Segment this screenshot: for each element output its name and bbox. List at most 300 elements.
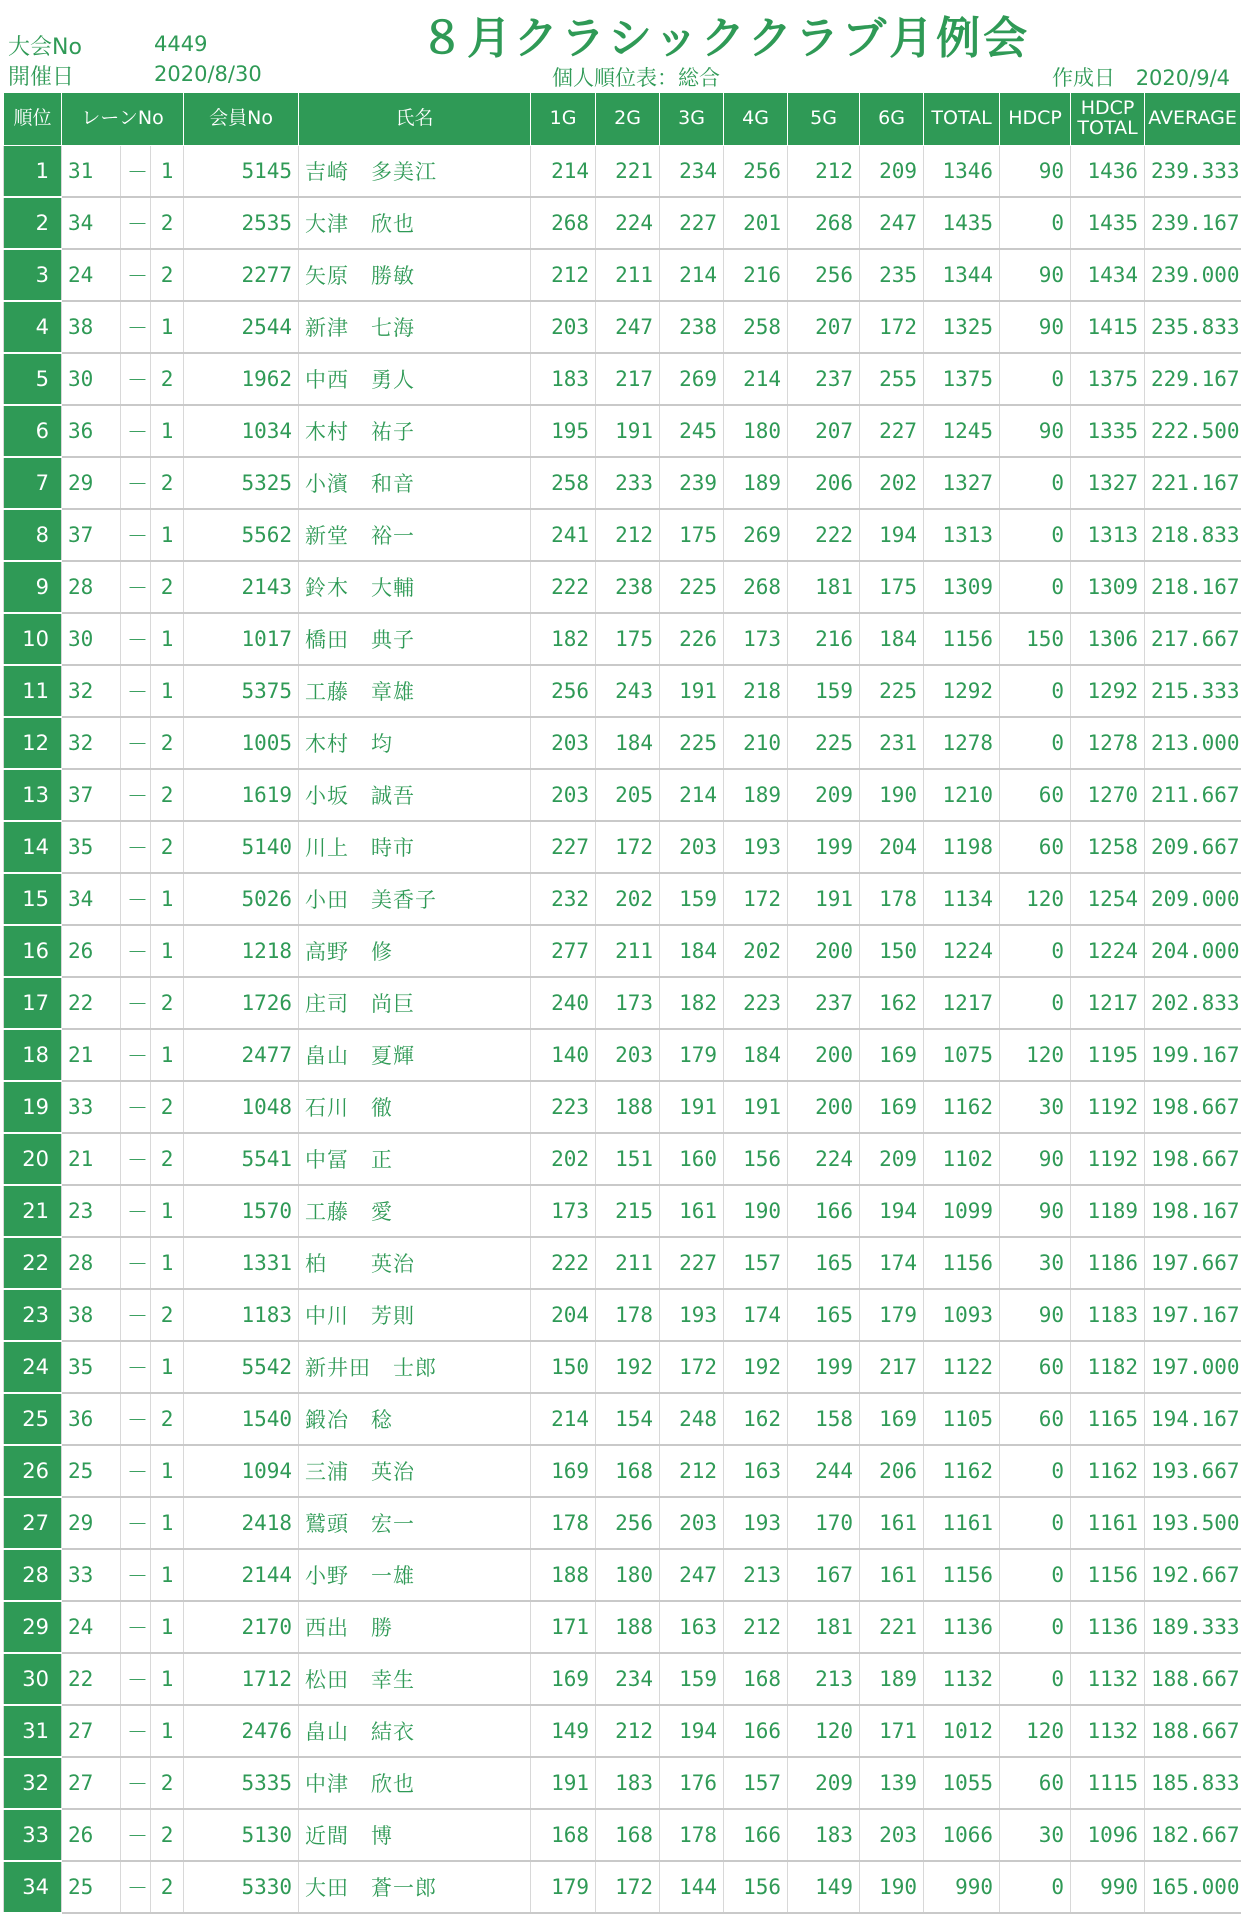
row-game-5: 237 xyxy=(788,977,860,1029)
row-game-4: 258 xyxy=(724,301,788,353)
row-member-no: 1726 xyxy=(184,977,299,1029)
row-game-5: 165 xyxy=(788,1289,860,1341)
row-game-2: 211 xyxy=(596,925,660,977)
row-lane: 32 xyxy=(62,665,121,717)
row-game-3: 184 xyxy=(660,925,724,977)
row-game-3: 160 xyxy=(660,1133,724,1185)
row-total: 1162 xyxy=(924,1081,1000,1133)
row-member-no: 1048 xyxy=(184,1081,299,1133)
col-g6: 6G xyxy=(860,93,924,146)
row-average: 198.167 xyxy=(1145,1185,1241,1237)
row-lane: 30 xyxy=(62,353,121,405)
table-row xyxy=(4,613,1241,665)
row-member-no: 5026 xyxy=(184,873,299,925)
row-hdcp-total: 1096 xyxy=(1071,1809,1145,1861)
row-game-4: 172 xyxy=(724,873,788,925)
row-lane-separator: － xyxy=(121,457,151,509)
row-game-1: 169 xyxy=(531,1653,596,1705)
row-member-no: 2418 xyxy=(184,1497,299,1549)
row-game-6: 184 xyxy=(860,613,924,665)
row-game-4: 214 xyxy=(724,353,788,405)
table-row xyxy=(4,665,1241,717)
row-game-1: 203 xyxy=(531,301,596,353)
table-row xyxy=(4,769,1241,821)
row-total: 1375 xyxy=(924,353,1000,405)
row-lane-box: 1 xyxy=(151,873,184,925)
row-lane-box: 1 xyxy=(151,1653,184,1705)
row-hdcp: 60 xyxy=(1000,1757,1071,1809)
row-average: 182.667 xyxy=(1145,1809,1241,1861)
row-hdcp: 0 xyxy=(1000,1549,1071,1601)
row-game-6: 175 xyxy=(860,561,924,613)
row-game-6: 209 xyxy=(860,1133,924,1185)
row-game-5: 191 xyxy=(788,873,860,925)
row-game-3: 179 xyxy=(660,1029,724,1081)
row-total: 1292 xyxy=(924,665,1000,717)
row-hdcp-total: 990 xyxy=(1071,1861,1145,1913)
row-game-3: 245 xyxy=(660,405,724,457)
row-game-5: 200 xyxy=(788,1081,860,1133)
row-total: 1122 xyxy=(924,1341,1000,1393)
row-name: 小坂 誠吾 xyxy=(299,769,531,821)
row-game-3: 178 xyxy=(660,1809,724,1861)
row-hdcp: 0 xyxy=(1000,1445,1071,1497)
row-total: 1224 xyxy=(924,925,1000,977)
col-hdcp-total xyxy=(1071,93,1145,146)
row-game-1: 222 xyxy=(531,561,596,613)
row-total: 1132 xyxy=(924,1653,1000,1705)
row-name: 吉崎 多美江 xyxy=(299,146,531,198)
row-name: 工藤 章雄 xyxy=(299,665,531,717)
row-hdcp: 0 xyxy=(1000,353,1071,405)
row-game-4: 190 xyxy=(724,1185,788,1237)
row-lane: 28 xyxy=(62,1237,121,1289)
row-total: 1105 xyxy=(924,1393,1000,1445)
row-hdcp-total: 1192 xyxy=(1071,1133,1145,1185)
row-lane: 28 xyxy=(62,561,121,613)
row-total: 1245 xyxy=(924,405,1000,457)
row-total: 1012 xyxy=(924,1705,1000,1757)
row-member-no: 1712 xyxy=(184,1653,299,1705)
row-member-no: 1218 xyxy=(184,925,299,977)
row-hdcp-total: 1165 xyxy=(1071,1393,1145,1445)
row-total: 1309 xyxy=(924,561,1000,613)
row-hdcp-total: 1195 xyxy=(1071,1029,1145,1081)
row-name: 鍛冶 稔 xyxy=(299,1393,531,1445)
row-member-no: 5140 xyxy=(184,821,299,873)
row-hdcp: 90 xyxy=(1000,249,1071,301)
row-lane-separator: － xyxy=(121,1237,151,1289)
row-rank: 18 xyxy=(4,1029,62,1081)
table-row xyxy=(4,197,1241,249)
row-game-2: 256 xyxy=(596,1497,660,1549)
row-hdcp-total: 1292 xyxy=(1071,665,1145,717)
row-member-no: 2170 xyxy=(184,1601,299,1653)
row-average: 209.667 xyxy=(1145,821,1241,873)
row-game-4: 184 xyxy=(724,1029,788,1081)
row-rank: 17 xyxy=(4,977,62,1029)
row-game-6: 247 xyxy=(860,197,924,249)
row-total: 1134 xyxy=(924,873,1000,925)
row-lane-separator: － xyxy=(121,1393,151,1445)
row-game-3: 176 xyxy=(660,1757,724,1809)
row-name: 中西 勇人 xyxy=(299,353,531,405)
row-game-2: 234 xyxy=(596,1653,660,1705)
row-game-4: 218 xyxy=(724,665,788,717)
row-member-no: 1619 xyxy=(184,769,299,821)
row-average: 197.667 xyxy=(1145,1237,1241,1289)
row-rank: 32 xyxy=(4,1757,62,1809)
event-no-label: 大会No xyxy=(8,35,82,60)
row-game-4: 189 xyxy=(724,769,788,821)
row-hdcp-total: 1217 xyxy=(1071,977,1145,1029)
row-rank: 27 xyxy=(4,1497,62,1549)
row-lane-separator: － xyxy=(121,1133,151,1185)
row-name: 川上 時市 xyxy=(299,821,531,873)
row-game-4: 223 xyxy=(724,977,788,1029)
row-total: 1102 xyxy=(924,1133,1000,1185)
row-game-2: 212 xyxy=(596,509,660,561)
col-g3: 3G xyxy=(660,93,724,146)
row-game-1: 173 xyxy=(531,1185,596,1237)
row-rank: 13 xyxy=(4,769,62,821)
row-hdcp-total: 1183 xyxy=(1071,1289,1145,1341)
row-game-1: 258 xyxy=(531,457,596,509)
row-name: 大田 蒼一郎 xyxy=(299,1861,531,1913)
row-lane-box: 2 xyxy=(151,821,184,873)
row-average: 188.667 xyxy=(1145,1653,1241,1705)
row-total: 1313 xyxy=(924,509,1000,561)
row-game-5: 209 xyxy=(788,1757,860,1809)
row-game-5: 165 xyxy=(788,1237,860,1289)
row-game-4: 180 xyxy=(724,405,788,457)
row-rank: 31 xyxy=(4,1705,62,1757)
row-lane: 33 xyxy=(62,1549,121,1601)
row-average: 239.167 xyxy=(1145,197,1241,249)
row-lane-separator: － xyxy=(121,509,151,561)
row-hdcp-total: 1132 xyxy=(1071,1705,1145,1757)
row-lane-separator: － xyxy=(121,1549,151,1601)
row-hdcp: 60 xyxy=(1000,821,1071,873)
row-game-6: 227 xyxy=(860,405,924,457)
row-name: 矢原 勝敏 xyxy=(299,249,531,301)
row-lane-box: 1 xyxy=(151,405,184,457)
row-game-2: 192 xyxy=(596,1341,660,1393)
table-row xyxy=(4,1445,1241,1497)
table-row xyxy=(4,1861,1241,1913)
row-hdcp: 90 xyxy=(1000,1289,1071,1341)
row-lane-separator: － xyxy=(121,1705,151,1757)
row-game-5: 206 xyxy=(788,457,860,509)
row-average: 211.667 xyxy=(1145,769,1241,821)
row-average: 235.833 xyxy=(1145,301,1241,353)
row-game-3: 203 xyxy=(660,821,724,873)
row-game-2: 175 xyxy=(596,613,660,665)
row-hdcp: 60 xyxy=(1000,1341,1071,1393)
row-name: 小濱 和音 xyxy=(299,457,531,509)
row-game-1: 203 xyxy=(531,717,596,769)
row-game-1: 241 xyxy=(531,509,596,561)
row-rank: 6 xyxy=(4,405,62,457)
row-rank: 28 xyxy=(4,1549,62,1601)
row-member-no: 5541 xyxy=(184,1133,299,1185)
row-game-4: 162 xyxy=(724,1393,788,1445)
table-row xyxy=(4,1237,1241,1289)
row-name: 新津 七海 xyxy=(299,301,531,353)
row-average: 192.667 xyxy=(1145,1549,1241,1601)
row-hdcp: 0 xyxy=(1000,925,1071,977)
row-average: 218.833 xyxy=(1145,509,1241,561)
row-hdcp-total: 1415 xyxy=(1071,301,1145,353)
row-hdcp: 30 xyxy=(1000,1809,1071,1861)
row-game-1: 214 xyxy=(531,146,596,198)
row-game-1: 182 xyxy=(531,613,596,665)
row-game-5: 120 xyxy=(788,1705,860,1757)
row-game-4: 193 xyxy=(724,821,788,873)
row-rank: 22 xyxy=(4,1237,62,1289)
row-game-4: 268 xyxy=(724,561,788,613)
row-lane-box: 1 xyxy=(151,1029,184,1081)
row-hdcp: 0 xyxy=(1000,457,1071,509)
row-hdcp: 30 xyxy=(1000,1237,1071,1289)
row-hdcp-total: 1270 xyxy=(1071,769,1145,821)
row-average: 189.333 xyxy=(1145,1601,1241,1653)
table-row xyxy=(4,1133,1241,1185)
row-hdcp: 0 xyxy=(1000,977,1071,1029)
row-name: 西出 勝 xyxy=(299,1601,531,1653)
row-average: 204.000 xyxy=(1145,925,1241,977)
row-lane: 29 xyxy=(62,1497,121,1549)
row-game-5: 149 xyxy=(788,1861,860,1913)
row-game-6: 172 xyxy=(860,301,924,353)
row-game-3: 225 xyxy=(660,561,724,613)
row-game-6: 161 xyxy=(860,1549,924,1601)
row-lane-box: 1 xyxy=(151,1549,184,1601)
table-row xyxy=(4,1809,1241,1861)
row-name: 鈴木 大輔 xyxy=(299,561,531,613)
row-name: 新井田 士郎 xyxy=(299,1341,531,1393)
col-total: TOTAL xyxy=(924,93,1000,146)
row-average: 198.667 xyxy=(1145,1081,1241,1133)
row-total: 1346 xyxy=(924,146,1000,198)
row-game-1: 256 xyxy=(531,665,596,717)
row-total: 1156 xyxy=(924,1237,1000,1289)
row-lane-separator: － xyxy=(121,1757,151,1809)
row-hdcp: 60 xyxy=(1000,769,1071,821)
row-game-6: 179 xyxy=(860,1289,924,1341)
row-name: 中冨 正 xyxy=(299,1133,531,1185)
row-game-4: 174 xyxy=(724,1289,788,1341)
row-lane: 21 xyxy=(62,1029,121,1081)
row-game-1: 149 xyxy=(531,1705,596,1757)
row-average: 165.000 xyxy=(1145,1861,1241,1913)
row-game-3: 191 xyxy=(660,1081,724,1133)
col-hdcp-total-line1: HDCP xyxy=(1080,97,1135,120)
row-game-4: 193 xyxy=(724,1497,788,1549)
row-game-5: 207 xyxy=(788,405,860,457)
row-game-6: 194 xyxy=(860,509,924,561)
created-date xyxy=(1052,62,1230,92)
row-hdcp-total: 1189 xyxy=(1071,1185,1145,1237)
row-hdcp: 0 xyxy=(1000,1497,1071,1549)
row-rank: 15 xyxy=(4,873,62,925)
row-game-4: 157 xyxy=(724,1237,788,1289)
row-lane-box: 2 xyxy=(151,353,184,405)
row-lane-box: 2 xyxy=(151,457,184,509)
col-hdcp: HDCP xyxy=(1000,93,1071,146)
row-total: 990 xyxy=(924,1861,1000,1913)
row-game-6: 190 xyxy=(860,1861,924,1913)
row-lane: 26 xyxy=(62,925,121,977)
row-hdcp-total: 1182 xyxy=(1071,1341,1145,1393)
row-game-2: 151 xyxy=(596,1133,660,1185)
row-game-2: 188 xyxy=(596,1601,660,1653)
table-row xyxy=(4,925,1241,977)
row-rank: 25 xyxy=(4,1393,62,1445)
table-row xyxy=(4,977,1241,1029)
row-average: 188.667 xyxy=(1145,1705,1241,1757)
row-hdcp: 0 xyxy=(1000,717,1071,769)
row-game-2: 168 xyxy=(596,1809,660,1861)
row-rank: 21 xyxy=(4,1185,62,1237)
row-average: 197.000 xyxy=(1145,1341,1241,1393)
row-total: 1217 xyxy=(924,977,1000,1029)
row-game-1: 178 xyxy=(531,1497,596,1549)
row-game-1: 183 xyxy=(531,353,596,405)
row-hdcp-total: 1115 xyxy=(1071,1757,1145,1809)
row-member-no: 5375 xyxy=(184,665,299,717)
row-rank: 8 xyxy=(4,509,62,561)
row-game-1: 223 xyxy=(531,1081,596,1133)
row-lane-separator: － xyxy=(121,249,151,301)
row-game-4: 163 xyxy=(724,1445,788,1497)
row-lane-box: 1 xyxy=(151,1445,184,1497)
row-lane-box: 1 xyxy=(151,301,184,353)
row-game-2: 243 xyxy=(596,665,660,717)
row-hdcp: 0 xyxy=(1000,1653,1071,1705)
row-total: 1066 xyxy=(924,1809,1000,1861)
row-average: 194.167 xyxy=(1145,1393,1241,1445)
row-lane-box: 2 xyxy=(151,1133,184,1185)
row-game-1: 150 xyxy=(531,1341,596,1393)
row-average: 239.333 xyxy=(1145,146,1241,198)
row-hdcp-total: 1156 xyxy=(1071,1549,1145,1601)
row-average: 229.167 xyxy=(1145,353,1241,405)
row-lane-separator: － xyxy=(121,977,151,1029)
row-lane: 29 xyxy=(62,457,121,509)
row-member-no: 1540 xyxy=(184,1393,299,1445)
row-rank: 3 xyxy=(4,249,62,301)
row-game-5: 200 xyxy=(788,1029,860,1081)
row-game-6: 231 xyxy=(860,717,924,769)
table-row xyxy=(4,1081,1241,1133)
table-row xyxy=(4,457,1241,509)
col-g2: 2G xyxy=(596,93,660,146)
row-lane-box: 1 xyxy=(151,1237,184,1289)
row-lane: 37 xyxy=(62,509,121,561)
row-lane: 34 xyxy=(62,873,121,925)
row-game-4: 213 xyxy=(724,1549,788,1601)
row-game-4: 157 xyxy=(724,1757,788,1809)
row-name: 石川 徹 xyxy=(299,1081,531,1133)
row-total: 1161 xyxy=(924,1497,1000,1549)
row-game-6: 161 xyxy=(860,1497,924,1549)
row-game-6: 174 xyxy=(860,1237,924,1289)
row-game-1: 204 xyxy=(531,1289,596,1341)
row-member-no: 1094 xyxy=(184,1445,299,1497)
row-member-no: 1331 xyxy=(184,1237,299,1289)
row-average: 215.333 xyxy=(1145,665,1241,717)
date-label: 開催日 xyxy=(8,65,75,90)
row-rank: 30 xyxy=(4,1653,62,1705)
row-lane: 38 xyxy=(62,1289,121,1341)
row-member-no: 5330 xyxy=(184,1861,299,1913)
row-game-2: 205 xyxy=(596,769,660,821)
row-total: 1327 xyxy=(924,457,1000,509)
row-game-6: 178 xyxy=(860,873,924,925)
row-average: 218.167 xyxy=(1145,561,1241,613)
row-game-5: 200 xyxy=(788,925,860,977)
row-total: 1093 xyxy=(924,1289,1000,1341)
row-game-2: 168 xyxy=(596,1445,660,1497)
table-row xyxy=(4,1341,1241,1393)
created-value: 2020/9/4 xyxy=(1135,66,1231,90)
row-hdcp-total: 1309 xyxy=(1071,561,1145,613)
row-game-5: 158 xyxy=(788,1393,860,1445)
row-game-2: 154 xyxy=(596,1393,660,1445)
row-member-no: 5335 xyxy=(184,1757,299,1809)
row-lane-separator: － xyxy=(121,1029,151,1081)
row-hdcp: 120 xyxy=(1000,873,1071,925)
row-game-5: 209 xyxy=(788,769,860,821)
row-game-5: 199 xyxy=(788,821,860,873)
row-lane-separator: － xyxy=(121,665,151,717)
col-average: AVERAGE xyxy=(1145,93,1241,146)
table-row xyxy=(4,1497,1241,1549)
row-hdcp-total: 1136 xyxy=(1071,1601,1145,1653)
table-row xyxy=(4,561,1241,613)
row-game-6: 255 xyxy=(860,353,924,405)
row-game-2: 224 xyxy=(596,197,660,249)
row-member-no: 1183 xyxy=(184,1289,299,1341)
row-game-3: 226 xyxy=(660,613,724,665)
row-name: 木村 均 xyxy=(299,717,531,769)
table-row xyxy=(4,301,1241,353)
row-game-4: 210 xyxy=(724,717,788,769)
row-hdcp: 90 xyxy=(1000,1133,1071,1185)
row-game-3: 175 xyxy=(660,509,724,561)
row-hdcp-total: 1278 xyxy=(1071,717,1145,769)
row-hdcp: 150 xyxy=(1000,613,1071,665)
row-game-3: 227 xyxy=(660,1237,724,1289)
row-rank: 2 xyxy=(4,197,62,249)
row-member-no: 2143 xyxy=(184,561,299,613)
row-name: 畠山 結衣 xyxy=(299,1705,531,1757)
row-member-no: 5542 xyxy=(184,1341,299,1393)
table-row xyxy=(4,146,1241,198)
row-game-3: 239 xyxy=(660,457,724,509)
row-game-5: 207 xyxy=(788,301,860,353)
row-member-no: 5130 xyxy=(184,1809,299,1861)
row-game-1: 277 xyxy=(531,925,596,977)
row-hdcp-total: 1327 xyxy=(1071,457,1145,509)
row-hdcp: 0 xyxy=(1000,509,1071,561)
row-hdcp-total: 1375 xyxy=(1071,353,1145,405)
row-game-3: 193 xyxy=(660,1289,724,1341)
table-row xyxy=(4,1705,1241,1757)
row-hdcp-total: 1132 xyxy=(1071,1653,1145,1705)
row-game-2: 221 xyxy=(596,146,660,198)
